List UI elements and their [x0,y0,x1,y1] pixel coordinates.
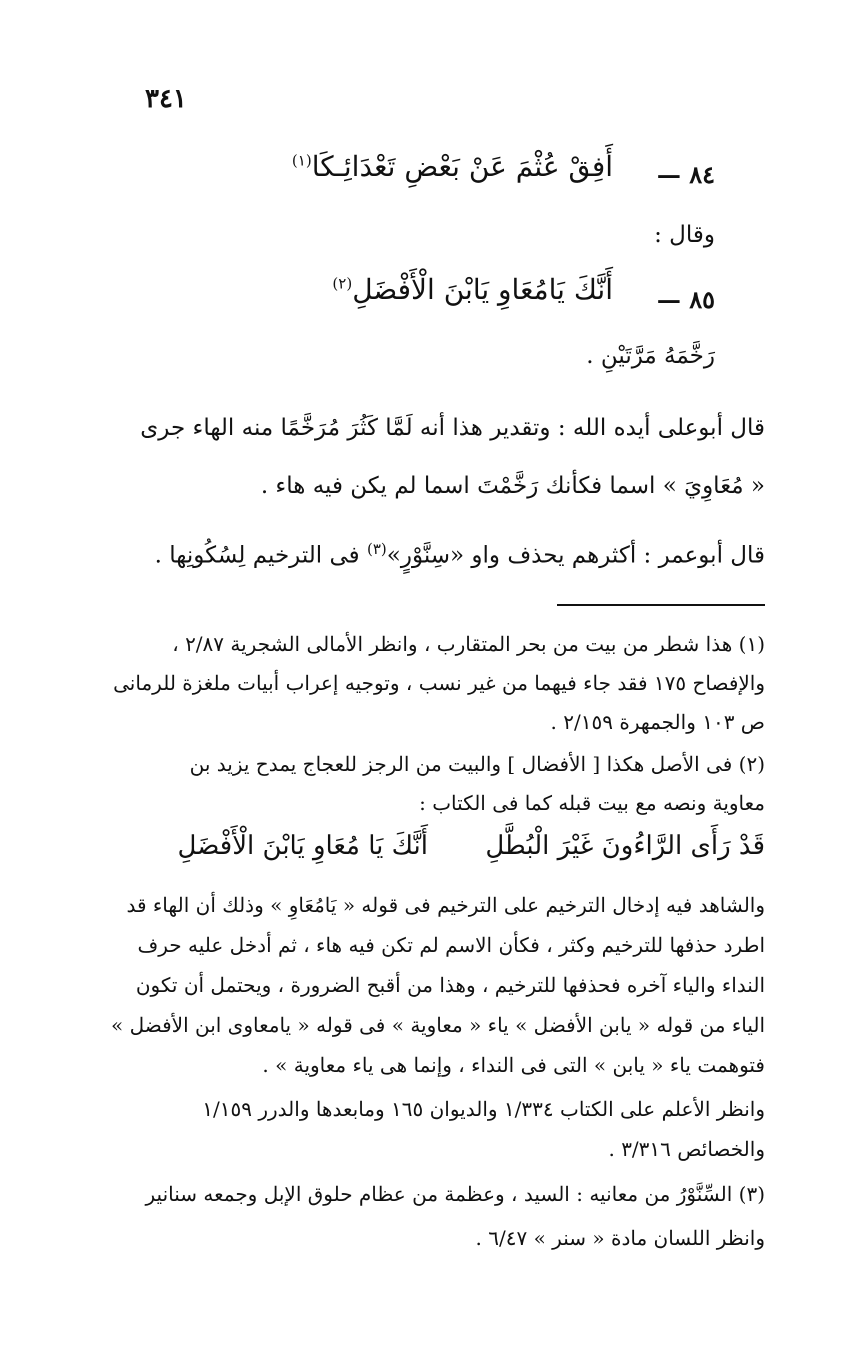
footnote-2-line1: (٢) فى الأصل هكذا [ الأفضال ] والبيت من الرجز للعجاج يمدح يزيد بن [189,752,765,776]
footnote-ref-1[interactable]: (١) [291,151,312,170]
footnote-2-line9: والخصائص ٣/٣١٦ . [608,1137,765,1161]
rakhamahu-text: رَخَّمَهُ مَرَّتَيْنِ . [586,343,715,369]
footnote-2-verse-right: قَدْ رَأَى الرَّاءُونَ غَيْرَ الْبُطَّلِ [485,831,765,861]
para2-text-after: فى الترخيم لِسُكُونِها . [154,542,360,569]
waqala-text: وقال : [654,222,715,248]
para2-text-before: قال أبوعمر : أكثرهم يحذف واو «سِنَّوْرٍ» [386,542,765,569]
footnote-3-line2: وانظر اللسان مادة « سنر » ٦/٤٧ . [475,1226,765,1250]
footnote-2-line5: النداء والياء آخره فحذفها للترخيم ، وهذا من أقبح الضرورة ، ويحتمل أن تكون [135,973,765,997]
footnote-2-line2: معاوية ونصه مع بيت قبله كما فى الكتاب : [419,791,765,815]
footnote-1-line2: والإفصاح ١٧٥ فقد جاء فيهما من غير نسب ، وتوجيه إعراب أبيات ملغزة للرمانى [113,671,765,695]
footnote-ref-2[interactable]: (٢) [332,274,353,293]
footnote-2-line3: والشاهد فيه إدخال الترخيم على الترخيم فى قوله « يَامُعَاوِ » وذلك أن الهاء قد [126,893,765,917]
footnote-2-line4: اطرد حذفها للترخيم وكثر ، فكأن الاسم لم تكن فيه هاء ، ثم أدخل عليه حرف [137,933,765,957]
page-number: ٣٤١ [145,84,187,114]
footnote-2-verse-left: أَنَّكَ يَا مُعَاوِ يَابْنَ الْأَفْضَلِ [177,831,428,861]
footnote-divider [557,604,765,606]
para2-line [155,540,765,569]
verse-84-number: ٨٤ — [656,160,715,189]
footnote-3-line1: (٣) السِّنَّوْرُ من معانيه : السيد ، وعظمة من عظام حلوق الإبل وجمعه سنانير [145,1182,765,1206]
footnote-1-line1: (١) هذا شطر من بيت من بحر المتقارب ، وانظر الأمالى الشجرية ٢/٨٧ ، [172,632,765,656]
verse-85-line [332,273,613,306]
footnote-ref-3[interactable]: (٣) [366,540,387,558]
footnote-2-line6: الياء من قوله « يابن الأفضل » ياء « معاوية » فى قوله « يامعاوى ابن الأفضل » [111,1013,765,1037]
footnote-2-line7: فتوهمت ياء « يابن » التى فى النداء ، وإنما هى ياء معاوية » . [262,1053,765,1077]
para1-line1: قال أبوعلى أيده الله : وتقدير هذا أنه لَمَّا كَثُرَ مُرَخَّمًا منه الهاء جرى [140,415,765,441]
verse-85-text: أَنَّكَ يَامُعَاوِ يَابْنَ الْأَفْضَلِ [352,273,613,306]
footnote-2-line8: وانظر الأعلم على الكتاب ١/٣٣٤ والديوان ١٦٥ ومابعدها والدرر ١/١٥٩ [202,1097,765,1121]
verse-85-number: ٨٥ — [656,285,715,314]
para1-line2: « مُعَاوِيَ » اسما فكأنك رَخَّمْتَ اسما لم يكن فيه هاء . [260,473,765,499]
verse-84-text: أَفِقْ عُثْمَ عَنْ بَعْضِ تَعْدَائِـكَا [311,150,613,183]
footnote-1-line3: ص ١٠٣ والجمهرة ٢/١٥٩ . [550,710,765,734]
verse-84-line [292,150,613,183]
